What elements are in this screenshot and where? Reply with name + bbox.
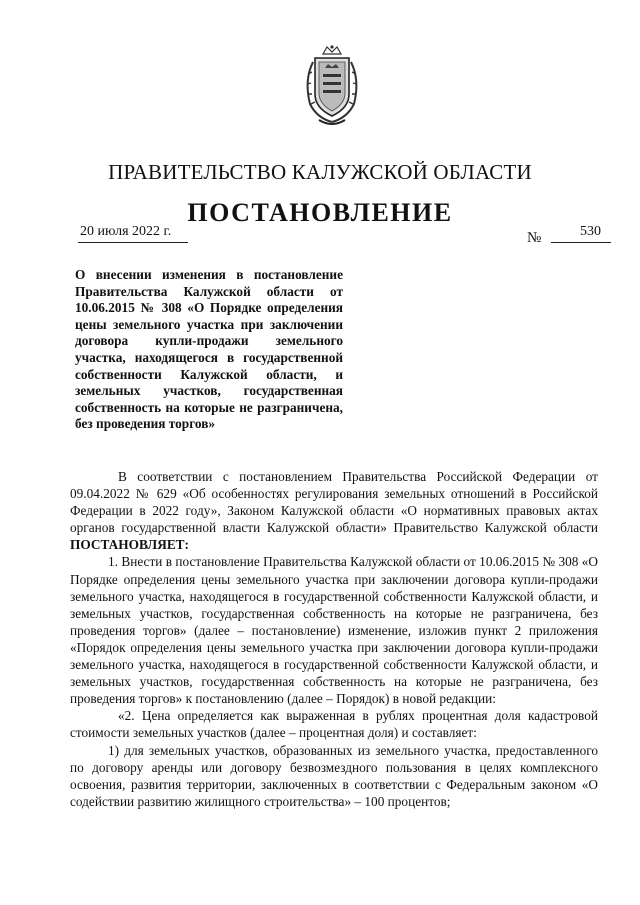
item-3-paragraph: 1) для земельных участков, образованных из земельного участка, предоставленного по договору аренды или договору безвозмездного пользования в целях комплексного освоения, развития территории, заключенных в соответствии с Федеральным законом «О содействии развитию жилищного строительства» – 100 процентов; [70,742,598,809]
decree-subject: О внесении изменения в постановление Правительства Калужской области от 10.06.2015 № 308 «О Порядке определения цены земельного участка при заключении договора купли-продажи земельного участка, находящегося в государственной собственности Калужской области, и земельных участков, государственная собственность на которые не разграничена, без проведения торгов» [75,267,343,432]
document-type-title: ПОСТАНОВЛЕНИЕ [187,198,453,227]
intro-text: В соответствии с постановлением Правительства Российской Федерации от 09.04.2022 № 629 «Об особенностях регулирования земельных отношений в Российской Федерации в 2022 году», Законом Калужской области «О нормативных правовых актах органов государственной власти Калужской области» Правительство Калужской области [70,469,598,536]
decree-date: 20 июля 2022 г. [80,224,172,239]
intro-paragraph [70,468,598,553]
decree-body [70,468,598,810]
organization-title: ПРАВИТЕЛЬСТВО КАЛУЖСКОЙ ОБЛАСТИ [108,160,532,184]
coat-of-arms-emblem [301,44,363,128]
number-underline [551,242,611,243]
number-sign: № [527,230,542,246]
item-2-paragraph: «2. Цена определяется как выраженная в рублях процентная доля кадастровой стоимости земельных участков (далее – процентная доля) и составляет: [70,708,598,741]
resolves-keyword: ПОСТАНОВЛЯЕТ: [70,537,189,553]
item-1-paragraph: 1. Внести в постановление Правительства Калужской области от 10.06.2015 № 308 «О Порядке определения цены земельного участка при заключении договора купли-продажи земельного участка, находящегося в государственной собственности Калужской области, и земельных участков, государственная собственность на которые не разграничена, без проведения торгов» (далее – постановление) изменение, изложив пункт 2 приложения «Порядок определения цены земельного участка при заключении договора купли-продажи земельного участка, находящегося в государственной собственности Калужской области, и земельных участков, государственная собственность на которые не разграничена, без проведения торгов» к постановлению (далее – Порядок) в новой редакции: [70,554,598,707]
date-underline [78,242,188,243]
decree-number: 530 [580,224,601,239]
